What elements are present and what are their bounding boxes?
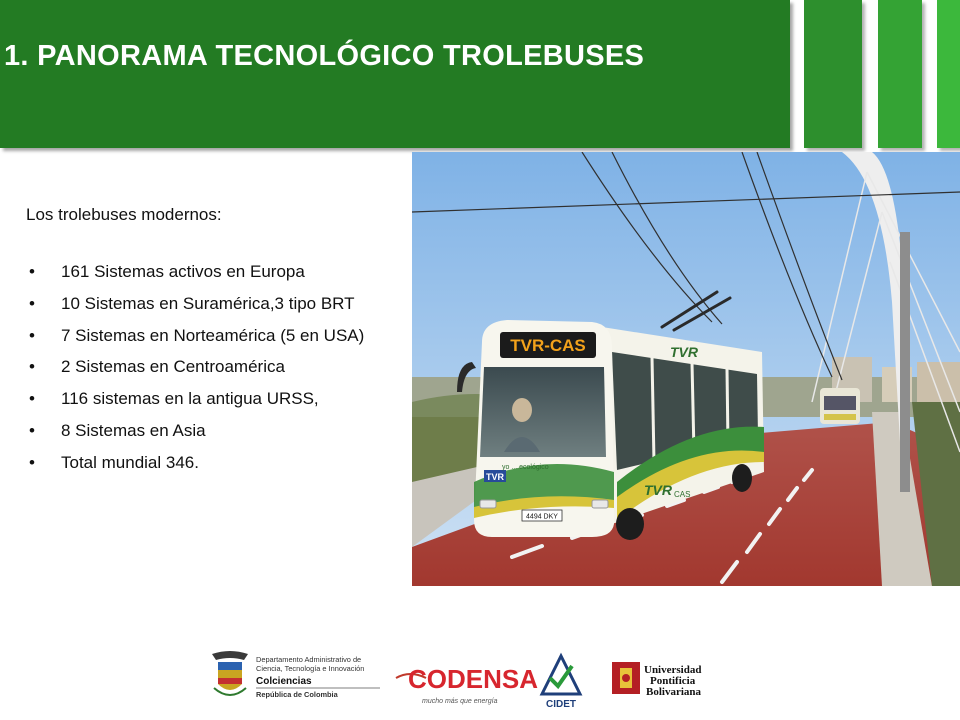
colombia-coat-of-arms-icon (212, 651, 248, 695)
slide-title: 1. PANORAMA TECNOLÓGICO TROLEBUSES (4, 40, 645, 72)
svg-text:Pontificia: Pontificia (650, 675, 696, 687)
colciencias-logo (212, 651, 380, 699)
codensa-logo (396, 664, 538, 705)
bullet-dot: • (29, 420, 35, 440)
bullet-dot: • (29, 452, 35, 472)
decor-stripe-2 (878, 0, 922, 148)
bullet-dot: • (29, 357, 35, 377)
intro-text: Los trolebuses modernos: (26, 205, 222, 224)
bullet-text: 7 Sistemas en Norteamérica (5 en USA) (61, 325, 365, 345)
bullet-text: 8 Sistemas en Asia (61, 420, 206, 440)
title-banner (0, 0, 790, 148)
upb-crest-icon (612, 662, 640, 694)
svg-text:TVR: TVR (670, 344, 698, 360)
bullet-text: 10 Sistemas en Suramérica,3 tipo BRT (61, 293, 355, 313)
svg-text:CAS: CAS (674, 490, 691, 499)
svg-text:mucho más que energía: mucho más que energía (422, 698, 498, 705)
svg-text:TVR-CAS: TVR-CAS (510, 336, 586, 355)
svg-text:Colciencias: Colciencias (256, 676, 312, 687)
svg-text:Bolivariana: Bolivariana (646, 686, 702, 698)
sponsor-logos (200, 648, 740, 710)
cidet-logo (542, 656, 580, 710)
distant-bus (820, 388, 860, 424)
svg-text:Departamento Administrativo de: Departamento Administrativo de (256, 655, 362, 664)
svg-text:República de Colombia: República de Colombia (256, 690, 338, 699)
bullet-dot: • (29, 262, 35, 281)
bullet-dot: • (29, 389, 35, 409)
trolleybus-photo (412, 152, 960, 586)
decor-stripe-3 (937, 0, 960, 148)
svg-text:CODENSA: CODENSA (408, 664, 539, 694)
upb-logo (612, 662, 702, 698)
svg-text:yo ... ecológico: yo ... ecológico (502, 464, 549, 471)
bullet-text: 116 sistemas en la antigua URSS, (61, 389, 319, 409)
svg-text:CIDET: CIDET (546, 699, 576, 710)
bullet-dot: • (29, 293, 35, 313)
bullet-dot: • (29, 325, 35, 345)
bullet-text: 2 Sistemas en Centroamérica (61, 357, 285, 377)
svg-text:Universidad: Universidad (644, 664, 702, 676)
bullet-text: 161 Sistemas activos en Europa (61, 262, 305, 281)
svg-text:TVR: TVR (644, 482, 672, 498)
svg-text:Ciencia, Tecnología e Innovaci: Ciencia, Tecnología e Innovación (256, 664, 365, 673)
decor-stripe-1 (804, 0, 862, 148)
svg-text:4494 DKY: 4494 DKY (526, 513, 558, 521)
svg-text:TVR: TVR (486, 472, 504, 482)
bullet-text: Total mundial 346. (61, 452, 199, 472)
